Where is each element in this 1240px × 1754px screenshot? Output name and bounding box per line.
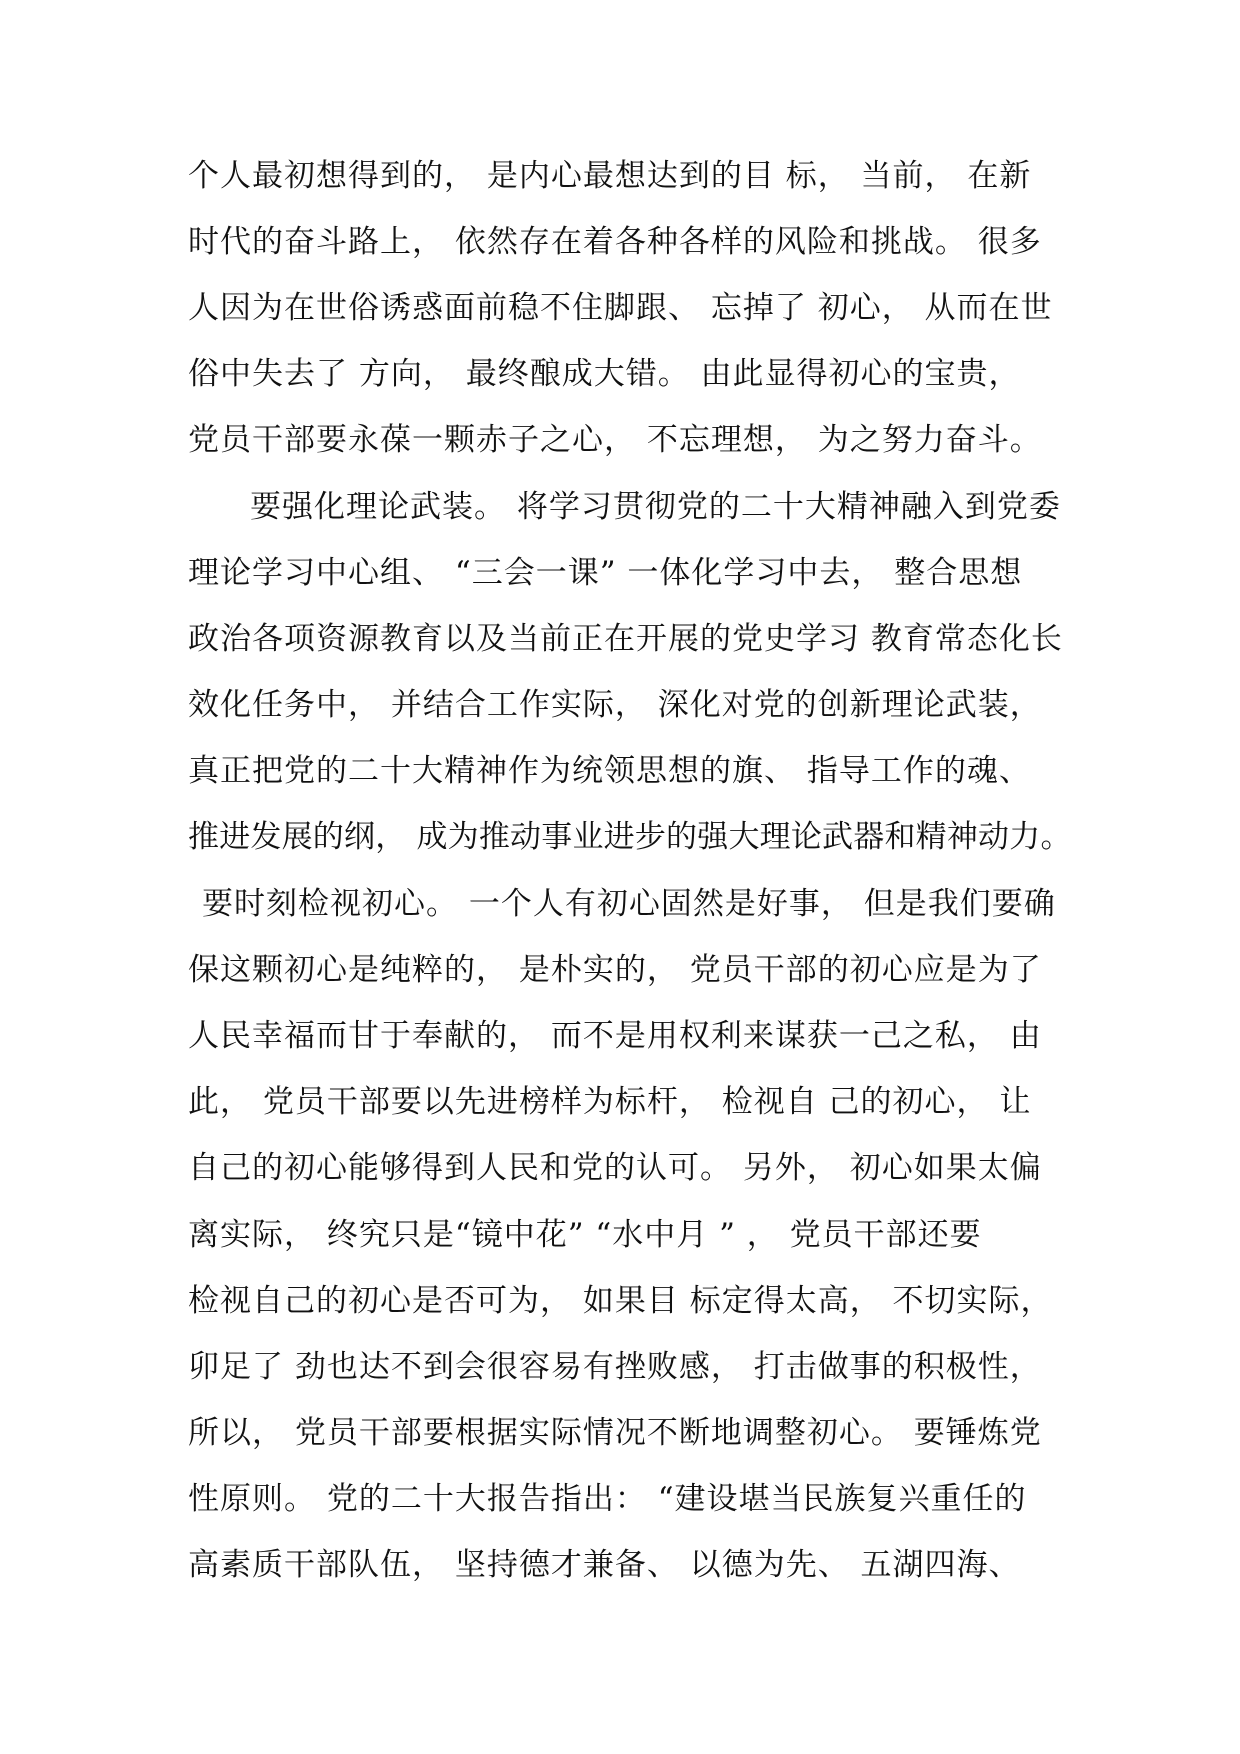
text-line: 此， 党员干部要以先进榜样为标杆， 检视自 己的初心， 让 <box>188 1084 1032 1120</box>
text-line: 人民幸福而甘于奉献的， 而不是用权利来谋获一己之私， 由 <box>188 1018 1042 1054</box>
text-line: 党员干部要永葆一颗赤子之心， 不忘理想， 为之努力奋斗。 <box>188 422 1042 458</box>
text-line: 真正把党的二十大精神作为统领思想的旗、 指导工作的魂、 <box>188 753 1031 789</box>
text-line: 要时刻检视初心。 一个人有初心固然是好事， 但是我们要确 <box>202 886 1056 922</box>
text-line: 高素质干部队伍， 坚持德才兼备、 以德为先、 五湖四海、 <box>188 1547 1021 1583</box>
text-line: 人因为在世俗诱惑面前稳不住脚跟、 忘掉了 初心， 从而在世 <box>188 290 1053 326</box>
text-line: 卯足了 劲也达不到会很容易有挫败感， 打击做事的积极性， <box>188 1349 1042 1385</box>
text-line: 要强化理论武装。 将学习贯彻党的二十大精神融入到党委 <box>250 489 1061 525</box>
text-line: 检视自己的初心是否可为， 如果目 标定得太高， 不切实际， <box>188 1283 1053 1319</box>
text-line: 性原则。 党的二十大报告指出： “建设堪当民族复兴重任的 <box>188 1481 1027 1517</box>
text-line: 保这颗初心是纯粹的， 是朴实的， 党员干部的初心应是为了 <box>188 952 1042 988</box>
text-line: 效化任务中， 并结合工作实际， 深化对党的创新理论武装， <box>188 687 1042 723</box>
text-line: 自己的初心能够得到人民和党的认可。 另外， 初心如果太偏 <box>188 1150 1042 1186</box>
text-line: 推进发展的纲， 成为推动事业进步的强大理论武器和精神动力。 <box>188 819 1072 855</box>
text-line: 离实际， 终究只是“镜中花” “水中月 ” ， 党员干部还要 <box>188 1217 982 1253</box>
text-line: 俗中失去了 方向， 最终酿成大错。 由此显得初心的宝贵， <box>188 356 1021 392</box>
text-line: 时代的奋斗路上， 依然存在着各种各样的风险和挑战。 很多 <box>188 224 1042 260</box>
text-line: 个人最初想得到的， 是内心最想达到的目 标， 当前， 在新 <box>188 158 1032 194</box>
text-line: 所以， 党员干部要根据实际情况不断地调整初心。 要锤炼党 <box>188 1415 1042 1451</box>
text-line: 政治各项资源教育以及当前正在开展的党史学习 教育常态化长 <box>188 621 1063 657</box>
text-line: 理论学习中心组、 “三会一课” 一体化学习中去， 整合思想 <box>188 555 1023 591</box>
